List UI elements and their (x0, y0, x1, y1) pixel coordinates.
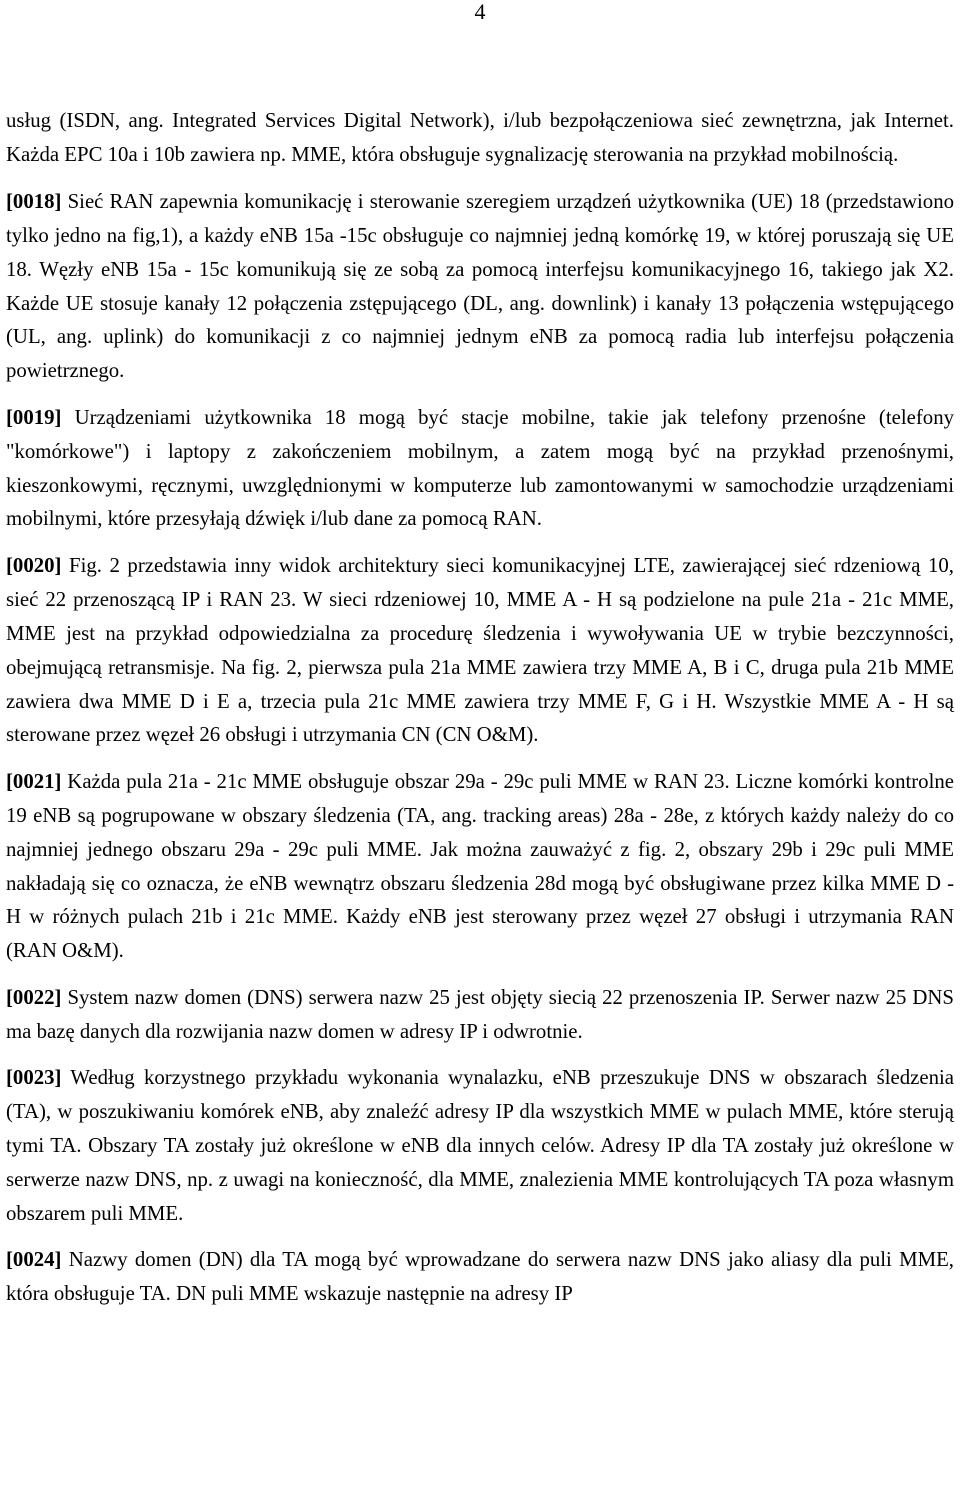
paragraph-number: [0021] (6, 769, 62, 793)
page-number: 4 (474, 0, 486, 24)
paragraph-text: Każda pula 21a - 21c MME obsługuje obszar 29a - 29c puli MME w RAN 23. Liczne komórki kontrolne 19 eNB są pogrupowane w obszary śledzenia (TA, ang. tracking areas) 28a - 28e, z których każdy należy do co najmniej jednego obszaru 29a - 29c puli MME. Jak można zauważyć z fig. 2, obszary 29b i 29c puli MME nakładają się co oznacza, że eNB wewnątrz obszaru śledzenia 28d mogą być obsługiwane przez kilka MME D - H w różnych pulach 21b i 21c MME. Każdy eNB jest sterowany przez węzeł 27 obsługi i utrzymania RAN (RAN O&M). (6, 769, 954, 963)
paragraph-text: Urządzeniami użytkownika 18 mogą być stacje mobilne, takie jak telefony przenośne (telefony "komórkowe") i laptopy z zakończeniem mobilnym, a zatem mogą być na przykład przenośnymi, kieszonkowymi, ręcznymi, uwzględnionymi w komputerze lub zamontowanymi w samochodzie urządzeniami mobilnymi, które przesyłają dźwięk i/lub dane za pomocą RAN. (6, 405, 954, 531)
paragraph-text: System nazw domen (DNS) serwera nazw 25 jest objęty siecią 22 przenoszenia IP. Serwer nazw 25 DNS ma bazę danych dla rozwijania nazw domen w adresy IP i odwrotnie. (6, 985, 954, 1043)
paragraph-text: Nazwy domen (DN) dla TA mogą być wprowadzane do serwera nazw DNS jako aliasy dla puli MME, która obsługuje TA. DN puli MME wskazuje następnie na adresy IP (6, 1248, 954, 1305)
paragraph-number: [0023] (6, 1066, 62, 1090)
paragraph-text: Według korzystnego przykładu wykonania wynalazku, eNB przeszukuje DNS w obszarach śledzenia (TA), w poszukiwaniu komórek eNB, aby znaleźć adresy IP dla wszystkich MME w pulach MME, które sterują tymi TA. Obszary TA zostały już określone w eNB dla innych celów. Adresy IP dla TA zostały już określone w serwerze nazw DNS, np. z uwagi na konieczność, dla MME, znalezienia MME kontrolujących TA poza własnym obszarem puli MME. (6, 1066, 954, 1225)
paragraph-0021 (6, 765, 954, 968)
paragraph-number: [0020] (6, 553, 62, 577)
paragraph-number: [0019] (6, 405, 62, 429)
paragraph-0018 (6, 185, 954, 388)
paragraph-0024 (6, 1243, 954, 1311)
paragraph-text: usług (ISDN, ang. Integrated Services Digital Network), i/lub bezpołączeniowa sieć zewnętrzna, jak Internet. Każda EPC 10a i 10b zawiera np. MME, która obsługuje sygnalizację sterowania na przykład mobilnością. (6, 109, 954, 166)
paragraph-number: [0024] (6, 1248, 62, 1272)
paragraph-0020 (6, 549, 954, 752)
paragraph-text: Fig. 2 przedstawia inny widok architektury sieci komunikacyjnej LTE, zawierającej sieć rdzeniową 10, sieć 22 przenoszącą IP i RAN 23. W sieci rdzeniowej 10, MME A - H są podzielone na pule 21a - 21c MME, MME jest na przykład odpowiedzialna za procedurę śledzenia i wywoływania UE w trybie bezczynności, obejmującą retransmisje. Na fig. 2, pierwsza pula 21a MME zawiera trzy MME A, B i C, druga pula 21b MME zawiera dwa MME D i E a, trzecia pula 21c MME zawiera trzy MME F, G i H. Wszystkie MME A - H są sterowane przez węzeł 26 obsługi i utrzymania CN (CN O&M). (6, 553, 954, 747)
paragraph-0023 (6, 1061, 954, 1231)
paragraph-continuation (6, 104, 954, 172)
paragraph-number: [0022] (6, 985, 62, 1009)
paragraph-0019 (6, 401, 954, 537)
paragraph-0022 (6, 981, 954, 1049)
paragraph-number: [0018] (6, 189, 62, 213)
document-body (6, 104, 954, 1323)
paragraph-text: Sieć RAN zapewnia komunikację i sterowanie szeregiem urządzeń użytkownika (UE) 18 (przedstawiono tylko jedno na fig,1), a każdy eNB 15a -15c obsługuje co najmniej jedną komórkę 19, w której poruszają się UE 18. Węzły eNB 15a - 15c komunikują się ze sobą za pomocą interfejsu komunikacyjnego 16, takiego jak X2. Każde UE stosuje kanały 12 połączenia zstępującego (DL, ang. downlink) i kanały 13 połączenia wstępującego (UL, ang. uplink) do komunikacji z co najmniej jednym eNB za pomocą radia lub interfejsu połączenia powietrznego. (6, 189, 954, 383)
